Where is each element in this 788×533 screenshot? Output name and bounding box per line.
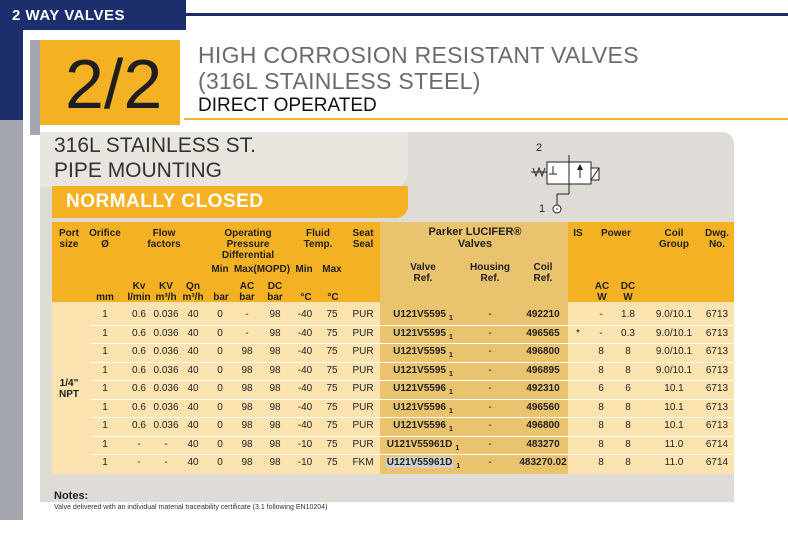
row-6-seal: PUR	[352, 401, 374, 413]
row-3-dc: 98	[269, 346, 281, 357]
row-8-kv2: -	[164, 438, 168, 450]
valve-ref-footnote: 1	[448, 333, 453, 341]
row-4-tmax: 75	[326, 364, 338, 376]
row-4-group: 9.0/10.1	[655, 364, 693, 376]
row-2-dwg: 6713	[705, 327, 729, 339]
row-4-coil: 496895	[526, 364, 560, 376]
valve-ref-footnote: 1	[448, 315, 453, 322]
valve-code: 2/2	[65, 45, 163, 123]
row-1-tmax: 75	[326, 309, 338, 320]
row-3-kv2: 0.036	[153, 346, 179, 357]
row-7-ac: 98	[241, 420, 253, 431]
row-6-qn: 40	[187, 401, 199, 413]
header-valve-ref: Valve Ref.	[410, 262, 436, 284]
header-op-max: Max(MOPD)	[233, 264, 291, 275]
row-8-dwg: 6714	[705, 438, 729, 450]
row-5-pac: 6	[598, 383, 604, 394]
header-port-size: Port size	[59, 228, 79, 250]
port-label-bottom: 1	[539, 203, 546, 215]
row-9-qn: 40	[187, 457, 199, 468]
notes-text: Valve delivered with an individual material traceability certificate (3.1 following EN10204)	[54, 504, 328, 511]
valve-ref: U121V5595	[393, 346, 446, 357]
valve-ref-footnote: 1	[456, 463, 461, 470]
row-9-dc: 98	[269, 457, 281, 468]
row-2-ac: -	[245, 327, 249, 339]
row-9-ac: 98	[241, 457, 253, 468]
header-dwg-no: Dwg. No.	[705, 228, 729, 250]
header-operating-pressure: Operating Pressure Differential	[221, 228, 275, 261]
valve-ref: U121V5595	[393, 327, 446, 339]
row-5-kv1: 0.6	[132, 383, 146, 394]
row-8-coil: 483270	[526, 438, 560, 450]
row-8-min: 0	[217, 438, 223, 450]
row-3-seal: PUR	[352, 346, 374, 357]
header-fluid-temp: Fluid Temp.	[303, 228, 333, 250]
header-kv-m3h: KV m³/h	[155, 281, 177, 303]
row-3-orifice: 1	[102, 346, 108, 357]
row-3-group: 9.0/10.1	[655, 346, 693, 357]
row-9-min: 0	[217, 457, 223, 468]
row-1-min: 0	[217, 309, 223, 320]
row-5-dc: 98	[269, 383, 281, 394]
row-8-pdc: 8	[625, 438, 631, 450]
row-7-qn: 40	[187, 420, 199, 431]
row-9-housing: -	[488, 457, 492, 468]
row-8-qn: 40	[187, 438, 199, 450]
heading-rule	[184, 118, 788, 120]
valve-ref: U121V55961D	[386, 438, 453, 450]
row-4-pdc: 8	[625, 364, 631, 376]
port-size-cell: 1/4" NPT	[59, 378, 79, 400]
row-7-housing: -	[488, 420, 492, 431]
row-9-valve	[384, 454, 462, 477]
row-2-tmax: 75	[326, 327, 338, 339]
row-5-dwg: 6713	[705, 383, 729, 394]
row-1-dc: 98	[269, 309, 281, 320]
row-7-kv2: 0.036	[153, 420, 179, 431]
row-8-pac: 8	[598, 438, 604, 450]
row-4-ac: 98	[241, 364, 253, 376]
left-navy-bar	[0, 30, 23, 120]
row-3-tmin: -40	[297, 346, 313, 357]
row-2-coil: 496565	[526, 327, 560, 339]
row-6-min: 0	[217, 401, 223, 413]
row-2-tmin: -40	[297, 327, 313, 339]
row-6-ac: 98	[241, 401, 253, 413]
row-4-seal: PUR	[352, 364, 374, 376]
row-2-kv2: 0.036	[153, 327, 179, 339]
row-6-dwg: 6713	[705, 401, 729, 413]
row-3-pdc: 8	[625, 346, 631, 357]
header-op-dc: DC bar	[267, 281, 283, 303]
header-qn: Qn m³/h	[182, 281, 204, 303]
row-1-qn: 40	[187, 309, 199, 320]
header-kv-lmin: Kv l/min	[127, 281, 151, 303]
header-housing-ref: Housing Ref.	[470, 262, 510, 284]
row-2-seal: PUR	[352, 327, 374, 339]
row-8-tmin: -10	[297, 438, 313, 450]
row-4-housing: -	[488, 364, 492, 376]
row-2-dc: 98	[269, 327, 281, 339]
row-2-group: 9.0/10.1	[655, 327, 693, 339]
row-7-group: 10.1	[664, 420, 684, 431]
header-fluid-max: Max	[322, 264, 342, 275]
notes-title: Notes:	[54, 490, 89, 502]
row-2-kv1: 0.6	[132, 327, 146, 339]
row-6-tmax: 75	[326, 401, 338, 413]
heading-line2: (316L STAINLESS STEEL)	[198, 68, 481, 94]
row-1-housing: -	[488, 309, 492, 320]
row-3-coil: 496800	[526, 346, 560, 357]
header-op-min-unit: bar	[213, 292, 229, 303]
valve-ref: U121V5596	[393, 420, 446, 431]
row-5-coil: 492310	[526, 383, 560, 394]
header-seat-seal: Seat Seal	[352, 228, 374, 250]
row-6-coil: 496560	[526, 401, 560, 413]
row-8-dc: 98	[269, 438, 281, 450]
row-6-housing: -	[488, 401, 492, 413]
valve-ref-footnote: 1	[448, 352, 453, 359]
state-label: NORMALLY CLOSED	[66, 191, 264, 212]
valve-ref-footnote: 1	[448, 407, 453, 415]
header-fluid-max-unit: °C	[327, 292, 339, 303]
valve-ref: U121V5596	[393, 401, 446, 413]
row-1-pdc: 1.8	[621, 309, 635, 320]
header-power: Power	[600, 228, 631, 239]
row-9-coil: 483270.02	[519, 457, 567, 468]
section-line1: 316L STAINLESS ST.	[54, 134, 256, 157]
valve-ref: U121V5596	[393, 383, 446, 394]
row-9-seal: FKM	[352, 457, 374, 468]
header-orifice-unit: mm	[96, 292, 114, 303]
row-3-tmax: 75	[326, 346, 338, 357]
row-3-ac: 98	[241, 346, 253, 357]
row-8-ac: 98	[241, 438, 253, 450]
row-6-group: 10.1	[664, 401, 684, 413]
row-4-kv1: 0.6	[132, 364, 146, 376]
left-grey-bar	[0, 120, 23, 520]
valve-ref: U121V5595	[393, 309, 446, 320]
header-coil-ref: Coil Ref.	[533, 262, 553, 284]
row-9-pdc: 8	[625, 457, 631, 468]
valve-ref-footnote: 1	[448, 389, 453, 396]
valve-ref: U121V5595	[393, 364, 446, 376]
row-4-tmin: -40	[297, 364, 313, 376]
row-1-tmin: -40	[297, 309, 313, 320]
row-9-kv2: -	[164, 457, 168, 468]
row-7-tmax: 75	[326, 420, 338, 431]
row-8-housing: -	[488, 438, 492, 450]
header-op-min: Min	[211, 264, 229, 275]
row-1-kv1: 0.6	[132, 309, 146, 320]
row-8-group: 11.0	[664, 438, 684, 450]
header-lucifer-valves: Parker LUCIFER® Valves	[428, 226, 522, 250]
row-5-pdc: 6	[625, 383, 631, 394]
row-3-dwg: 6713	[705, 346, 729, 357]
header-power-dc: DC W	[620, 281, 636, 303]
row-2-qn: 40	[187, 327, 199, 339]
header-orifice: Orifice Ø	[89, 228, 121, 250]
section-line2: PIPE MOUNTING	[54, 159, 223, 182]
row-8-orifice: 1	[102, 438, 108, 450]
inner-grey-bar	[30, 40, 40, 135]
row-1-seal: PUR	[352, 309, 374, 320]
row-6-kv1: 0.6	[132, 401, 146, 413]
heading-line3: DIRECT OPERATED	[198, 95, 377, 116]
row-6-pac: 8	[598, 401, 604, 413]
row-2-pdc: 0.3	[621, 327, 635, 339]
row-8-seal: PUR	[352, 438, 374, 450]
header-op-ac: AC bar	[239, 281, 255, 303]
row-3-qn: 40	[187, 346, 199, 357]
header-flow-factors: Flow factors	[147, 228, 181, 250]
header-fluid-min-unit: °C	[300, 292, 312, 303]
header-coil-group: Coil Group	[659, 228, 689, 250]
row-6-kv2: 0.036	[153, 401, 179, 413]
row-4-pac: 8	[598, 364, 604, 376]
row-6-dc: 98	[269, 401, 281, 413]
row-5-ac: 98	[241, 383, 253, 394]
row-5-group: 10.1	[664, 383, 684, 394]
row-5-kv2: 0.036	[153, 383, 179, 394]
row-2-is: *	[576, 327, 580, 339]
row-9-pac: 8	[598, 457, 604, 468]
row-7-min: 0	[217, 420, 223, 431]
row-4-dc: 98	[269, 364, 281, 376]
header-is: IS	[573, 228, 583, 239]
category-rule	[186, 13, 788, 16]
row-4-min: 0	[217, 364, 223, 376]
row-7-tmin: -40	[297, 420, 313, 431]
row-2-housing: -	[488, 327, 492, 339]
row-4-qn: 40	[187, 364, 199, 376]
row-6-pdc: 8	[625, 401, 631, 413]
row-6-orifice: 1	[102, 401, 108, 413]
row-8-tmax: 75	[326, 438, 338, 450]
valve-ref: U121V55961D	[386, 457, 453, 468]
row-1-ac: -	[245, 309, 249, 320]
heading-line1: HIGH CORROSION RESISTANT VALVES	[198, 42, 639, 68]
row-7-pdc: 8	[625, 420, 631, 431]
row-7-dwg: 6713	[705, 420, 729, 431]
header-power-ac: AC W	[594, 281, 610, 303]
row-7-coil: 496800	[526, 420, 560, 431]
row-7-dc: 98	[269, 420, 281, 431]
row-9-tmin: -10	[297, 457, 313, 468]
row-5-min: 0	[217, 383, 223, 394]
row-5-seal: PUR	[352, 383, 374, 394]
row-2-orifice: 1	[102, 327, 108, 339]
row-9-orifice: 1	[102, 457, 108, 468]
row-2-pac: -	[599, 327, 603, 339]
row-1-orifice: 1	[102, 309, 108, 320]
row-5-tmax: 75	[326, 383, 338, 394]
row-3-housing: -	[488, 346, 492, 357]
row-8-kv1: -	[137, 438, 141, 450]
row-6-tmin: -40	[297, 401, 313, 413]
header-fluid-min: Min	[295, 264, 313, 275]
row-5-qn: 40	[187, 383, 199, 394]
row-1-pac: -	[599, 309, 603, 320]
valve-ref-footnote: 1	[455, 444, 460, 452]
row-7-pac: 8	[598, 420, 604, 431]
row-7-kv1: 0.6	[132, 420, 146, 431]
row-1-dwg: 6713	[705, 309, 729, 320]
valve-ref-footnote: 1	[448, 370, 453, 378]
row-7-orifice: 1	[102, 420, 108, 431]
category-label: 2 WAY VALVES	[12, 7, 125, 24]
row-1-coil: 492210	[526, 309, 560, 320]
row-9-dwg: 6714	[705, 457, 729, 468]
row-9-tmax: 75	[326, 457, 338, 468]
row-1-group: 9.0/10.1	[655, 309, 693, 320]
row-5-orifice: 1	[102, 383, 108, 394]
port-label-top: 2	[536, 142, 543, 154]
row-9-group: 11.0	[664, 457, 684, 468]
row-9-kv1: -	[137, 457, 141, 468]
valve-ref-footnote: 1	[448, 426, 453, 433]
row-5-tmin: -40	[297, 383, 313, 394]
row-5-housing: -	[488, 383, 492, 394]
row-3-min: 0	[217, 346, 223, 357]
row-3-pac: 8	[598, 346, 604, 357]
row-1-kv2: 0.036	[153, 309, 179, 320]
row-3-kv1: 0.6	[132, 346, 146, 357]
row-2-min: 0	[217, 327, 223, 339]
row-4-orifice: 1	[102, 364, 108, 376]
row-4-kv2: 0.036	[153, 364, 179, 376]
row-7-seal: PUR	[352, 420, 374, 431]
row-4-dwg: 6713	[705, 364, 729, 376]
